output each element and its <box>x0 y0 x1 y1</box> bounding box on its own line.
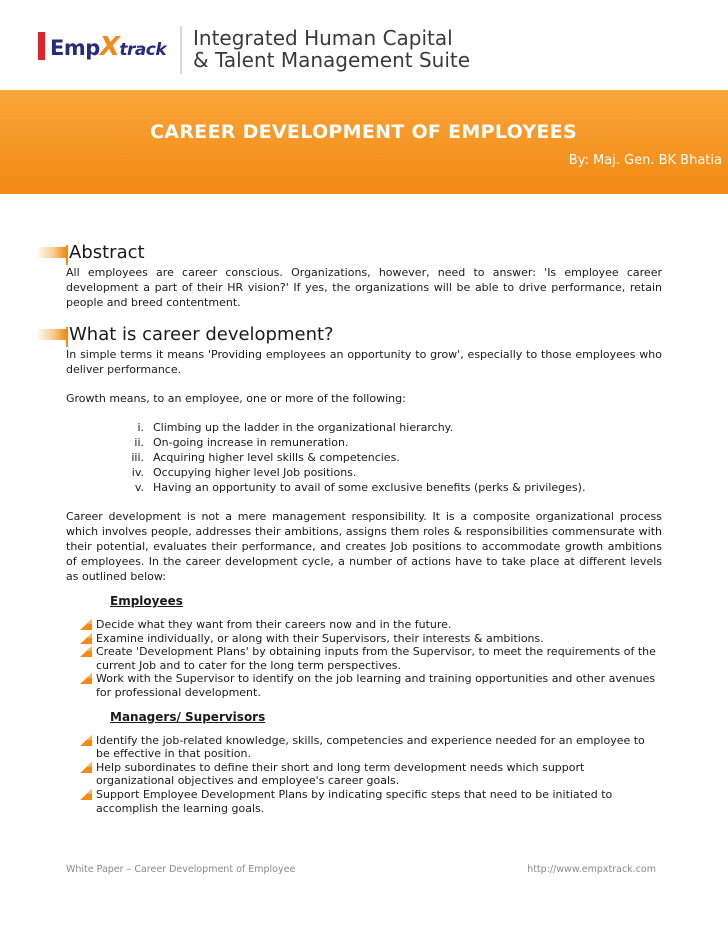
logo-red-bar <box>38 32 45 60</box>
heading-decoration <box>36 247 66 258</box>
list-text: Examine individually, or along with their Supervisors, their interests & ambitions. <box>96 631 544 645</box>
career-heading-text: What is career development? <box>69 324 334 345</box>
list-text: Climbing up the ladder in the organizational hierarchy. <box>153 421 454 434</box>
list-item <box>129 435 662 450</box>
list-item <box>80 788 662 815</box>
suite-line-1: Integrated Human Capital <box>193 26 453 50</box>
list-number: iv. <box>131 466 144 479</box>
abstract-paragraph: All employees are career conscious. Organizations, however, need to answer: 'Is employee career development a part of their HR vision?' If yes, the organizations will be able to drive performance, retain people and breed contentment. <box>66 266 662 309</box>
orange-triangle-bullet-icon <box>80 633 92 644</box>
heading-decoration <box>36 329 66 340</box>
managers-bullet-list <box>66 734 662 816</box>
list-text: Occupying higher level Job positions. <box>153 466 357 479</box>
section-heading-career-development <box>66 324 662 346</box>
list-number: ii. <box>134 436 144 449</box>
heading-accent-line <box>66 245 68 265</box>
growth-list <box>66 420 662 495</box>
logo-x: X <box>99 32 120 62</box>
author-byline: By: Maj. Gen. BK Bhatia <box>568 153 722 168</box>
logo-suffix: track <box>119 40 167 60</box>
list-text: Acquiring higher level skills & competencies. <box>153 451 400 464</box>
list-text: Support Employee Development Plans by indicating specific steps that need to be initiated to accomplish the learning goals. <box>96 787 613 815</box>
orange-triangle-bullet-icon <box>80 673 92 684</box>
employees-bullet-list <box>66 618 662 700</box>
list-text: On-going increase in remuneration. <box>153 436 349 449</box>
list-text: Help subordinates to define their short and long term development needs which support organizational objectives and employee's career goals. <box>96 760 585 788</box>
document-title: CAREER DEVELOPMENT OF EMPLOYEES <box>150 121 577 143</box>
suite-tagline <box>193 27 470 71</box>
empxtrack-logo <box>38 30 168 70</box>
career-intro-paragraph: In simple terms it means 'Providing employees an opportunity to grow', especially to those employees who deliver performance. <box>66 348 662 376</box>
list-item <box>80 734 662 761</box>
list-text: Create 'Development Plans' by obtaining inputs from the Supervisor, to meet the requirements of the current Job and to cater for the long term perspectives. <box>96 645 656 672</box>
employees-subheading: Employees <box>110 594 183 608</box>
career-process-paragraph: Career development is not a mere management responsibility. It is a composite organizational process which involves people, addresses their ambitions, assigns them roles & responsibilities commensurate with their potential, evaluates their performance, and creates Job positions to accommodate growth ambitions of employees. In the career development cycle, a number of actions have to take place at different levels as outlined below: <box>66 510 662 583</box>
list-item <box>129 480 662 495</box>
logo-divider <box>180 26 182 74</box>
list-item <box>129 465 662 480</box>
suite-line-2: & Talent Management Suite <box>193 48 471 72</box>
footer-document-name: White Paper – Career Development of Employee <box>66 864 296 875</box>
list-number: iii. <box>131 451 144 464</box>
section-heading-abstract <box>66 242 662 264</box>
orange-triangle-bullet-icon <box>80 762 92 773</box>
list-text: Work with the Supervisor to identify on the job learning and training opportunities and other avenues for professional development. <box>96 672 656 699</box>
heading-accent-line <box>66 327 68 347</box>
logo-wordmark <box>50 32 166 62</box>
list-number: v. <box>134 481 144 494</box>
list-item <box>80 632 662 646</box>
list-text: Having an opportunity to avail of some exclusive benefits (perks & privileges). <box>153 481 586 494</box>
list-item <box>80 618 662 632</box>
growth-lead-paragraph: Growth means, to an employee, one or more of the following: <box>66 392 406 405</box>
footer-website-link[interactable]: http://www.empxtrack.com <box>527 864 656 875</box>
orange-triangle-bullet-icon <box>80 646 92 657</box>
list-item <box>80 761 662 788</box>
managers-subheading: Managers/ Supervisors <box>110 709 266 724</box>
document-body <box>66 242 662 819</box>
logo-prefix: Emp <box>50 36 100 60</box>
orange-triangle-bullet-icon <box>80 619 92 630</box>
abstract-heading-text: Abstract <box>69 242 145 263</box>
orange-triangle-bullet-icon <box>80 789 92 800</box>
list-item <box>129 420 662 435</box>
list-number: i. <box>137 421 144 434</box>
list-item <box>129 450 662 465</box>
orange-triangle-bullet-icon <box>80 735 92 746</box>
list-item <box>80 645 662 672</box>
list-text: Identify the job-related knowledge, skills, competencies and experience needed for an employee to be effective in that position. <box>96 733 645 761</box>
list-text: Decide what they want from their careers now and in the future. <box>96 618 452 631</box>
list-item <box>80 672 662 699</box>
